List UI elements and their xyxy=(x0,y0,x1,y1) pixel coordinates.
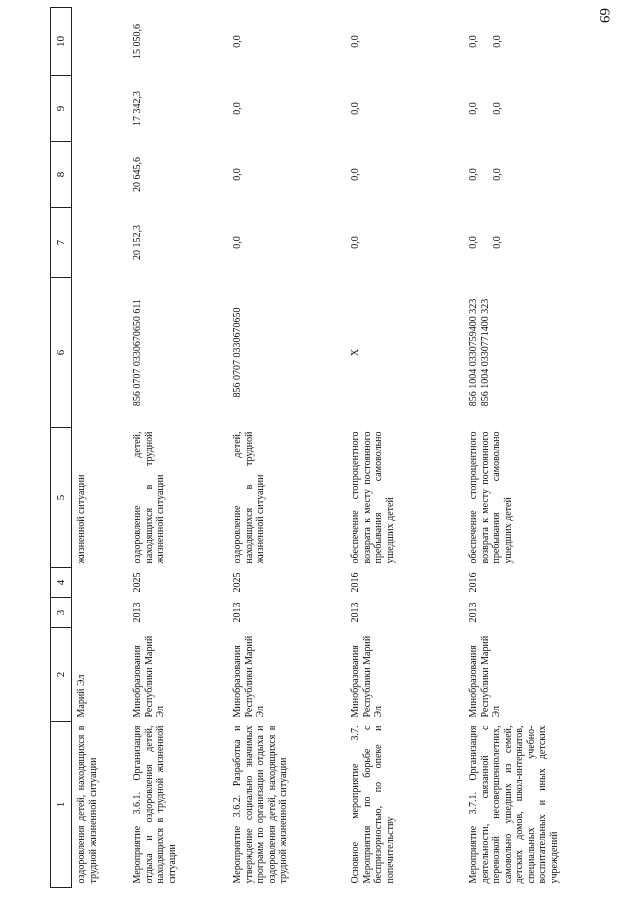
value-col10 xyxy=(72,8,129,76)
budget-code: 856 1004 0330759400 323 xyxy=(468,298,479,407)
start-year: 2013 xyxy=(132,602,143,623)
activity-name: Мероприятие 3.7.1. Организация деятельности, связанной с перевозкой несовершеннолетних, самовольно ушедших из семей, детских домов, школ-интернатов, специальных учебно-воспитательных и иных детских учреждений xyxy=(468,725,560,884)
value-col8 xyxy=(72,142,129,208)
budget-code: 856 0707 0330670650 611 xyxy=(132,298,143,407)
col-header: 1 xyxy=(51,722,72,888)
end-year xyxy=(72,568,129,598)
expected-result: оздоровление детей, находящихся в трудной жизненной ситуации xyxy=(132,431,166,564)
table-row xyxy=(228,8,346,888)
executor: Минобразования Республики Марий Эл xyxy=(232,635,266,718)
table-row xyxy=(464,8,622,888)
expected-result: обеспечение стопроцентного возврата к месту постоянного пребывания самовольно ушедших детей xyxy=(350,431,396,564)
expected-result: обеспечение стопроцентного возврата к месту постоянного пребывания самовольно ушедших детей xyxy=(468,431,514,564)
value-col8: 0,0 xyxy=(350,168,361,181)
activity-name: Мероприятие 3.6.1. Организация отдыха и оздоровления детей, находящихся в трудной жизненной ситуации xyxy=(132,725,178,884)
value-col10: 0,0 xyxy=(232,35,243,48)
header-row xyxy=(51,8,72,888)
col-header: 3 xyxy=(51,598,72,628)
executor: Минобразования Республики Марий Эл xyxy=(350,635,384,718)
value-col7 xyxy=(464,208,622,278)
value: 0,0 xyxy=(491,35,503,48)
value-col8: 20 645,6 xyxy=(132,157,143,192)
value: 0,0 xyxy=(468,168,479,181)
page-number: 69 xyxy=(596,8,612,23)
budget-code: Х xyxy=(350,348,361,357)
value-col10 xyxy=(464,8,622,76)
value-col10: 15 050,6 xyxy=(132,24,143,59)
activity-name: Мероприятие 3.6.2. Разработка и утверждение социально значимых программ по организации отдыха и оздоровления детей, находящихся в трудной жизненной ситуации xyxy=(232,725,289,884)
value-col9: 0,0 xyxy=(350,102,361,115)
end-year: 2025 xyxy=(232,572,243,593)
start-year: 2013 xyxy=(232,602,243,623)
value-col9 xyxy=(72,76,129,142)
expected-result: жизненной ситуации xyxy=(76,474,87,564)
budget-codes xyxy=(464,278,622,428)
col-header: 7 xyxy=(51,208,72,278)
end-year: 2016 xyxy=(468,572,479,593)
executor: Минобразования Республики Марий Эл xyxy=(468,635,502,718)
value: 0,0 xyxy=(491,168,503,181)
value-col10: 0,0 xyxy=(350,35,361,48)
col-header: 6 xyxy=(51,278,72,428)
col-header: 5 xyxy=(51,428,72,568)
table-row xyxy=(72,8,129,888)
budget-code: 856 1004 0330771400 323 xyxy=(479,298,491,407)
value: 0,0 xyxy=(468,102,479,115)
value: 0,0 xyxy=(491,102,503,115)
value-col9 xyxy=(464,76,622,142)
value-col7: 0,0 xyxy=(232,236,243,249)
activity-name: Основное мероприятие 3.7. Мероприятия по борьбе с беспризорностью, по опеке и попечительству xyxy=(350,725,396,884)
rotated-table-container xyxy=(50,8,639,888)
program-table xyxy=(50,7,622,888)
col-header: 4 xyxy=(51,568,72,598)
end-year: 2025 xyxy=(132,572,143,593)
start-year xyxy=(72,598,129,628)
value: 0,0 xyxy=(468,236,479,249)
expected-result: оздоровление детей, находящихся в трудной жизненной ситуации xyxy=(232,431,266,564)
table-row xyxy=(128,8,228,888)
col-header: 2 xyxy=(51,628,72,722)
value-col7: 20 152,3 xyxy=(132,225,143,260)
value: 0,0 xyxy=(491,236,503,249)
budget-code xyxy=(72,278,129,428)
value-col8: 0,0 xyxy=(232,168,243,181)
value-col7: 0,0 xyxy=(350,236,361,249)
value-col9: 17 342,3 xyxy=(132,91,143,126)
activity-name: оздоровления детей, находящихся в трудной жизненной ситуации xyxy=(76,725,99,884)
executor: Марий Эл xyxy=(76,674,87,718)
value-col9: 0,0 xyxy=(232,102,243,115)
col-header: 10 xyxy=(51,8,72,76)
start-year: 2013 xyxy=(350,602,361,623)
start-year: 2013 xyxy=(468,602,479,623)
col-header: 8 xyxy=(51,142,72,208)
budget-code: 856 0707 0330670650 xyxy=(232,307,243,398)
value: 0,0 xyxy=(468,35,479,48)
value-col7 xyxy=(72,208,129,278)
value-col8 xyxy=(464,142,622,208)
table-row xyxy=(346,8,464,888)
col-header: 9 xyxy=(51,76,72,142)
end-year: 2016 xyxy=(350,572,361,593)
executor: Минобразования Республики Марий Эл xyxy=(132,635,166,718)
